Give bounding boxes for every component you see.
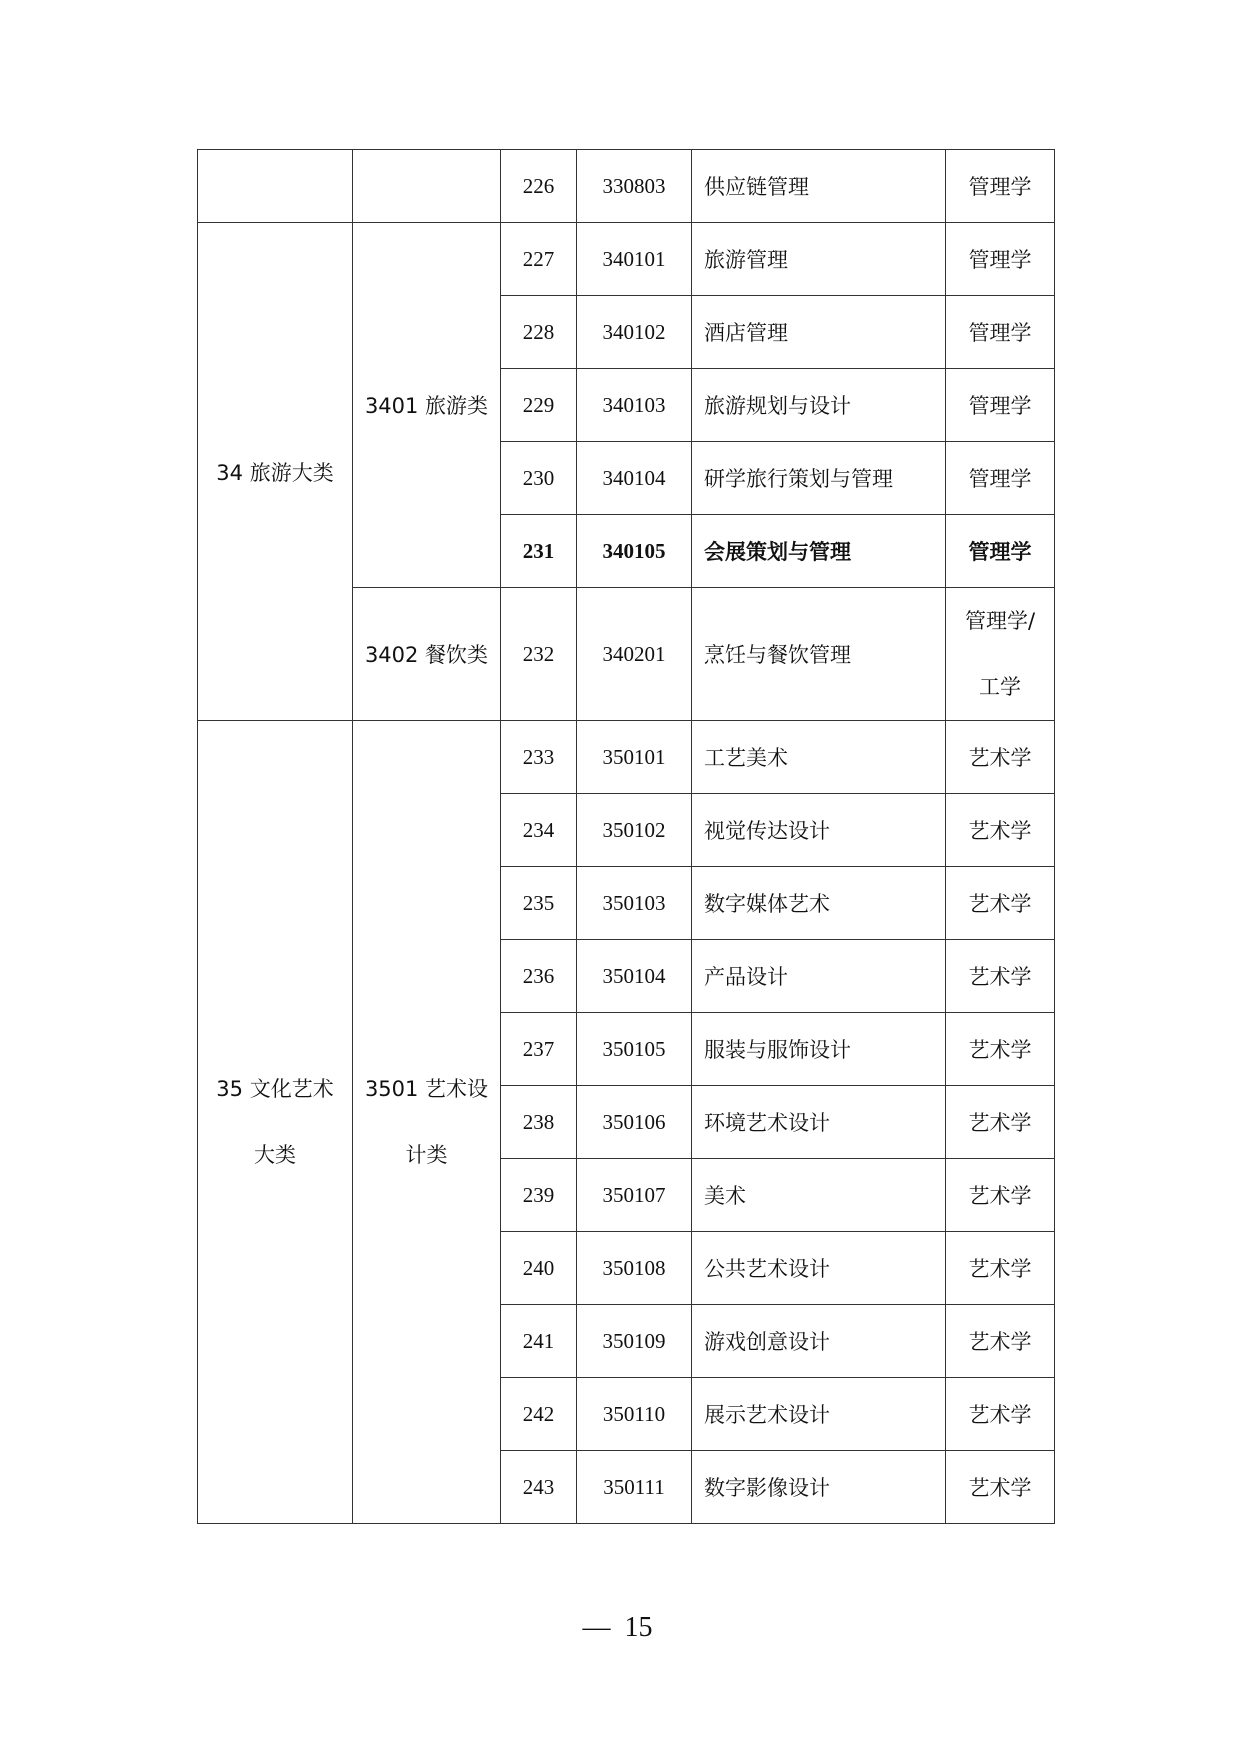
- code-cell: 340101: [577, 223, 692, 296]
- degree-cell: 艺术学: [946, 867, 1055, 940]
- category-cell: [198, 721, 353, 1524]
- seq-cell: 226: [501, 150, 577, 223]
- seq-cell: 228: [501, 296, 577, 369]
- degree-cell: 艺术学: [946, 794, 1055, 867]
- seq-cell: 233: [501, 721, 577, 794]
- major-name-cell: 旅游规划与设计: [692, 369, 946, 442]
- code-cell: 340103: [577, 369, 692, 442]
- degree-cell: 管理学: [946, 515, 1055, 588]
- major-name-cell: 会展策划与管理: [692, 515, 946, 588]
- major-name-cell: 视觉传达设计: [692, 794, 946, 867]
- code-cell: 350111: [577, 1451, 692, 1524]
- degree-cell: 艺术学: [946, 1086, 1055, 1159]
- degree-cell: 艺术学: [946, 721, 1055, 794]
- code-cell: 350108: [577, 1232, 692, 1305]
- degree-cell: 管理学: [946, 150, 1055, 223]
- degree-cell: [946, 588, 1055, 721]
- code-cell: 350101: [577, 721, 692, 794]
- code-cell: 350103: [577, 867, 692, 940]
- degree-cell: 管理学: [946, 296, 1055, 369]
- seq-cell: 237: [501, 1013, 577, 1086]
- seq-cell: 231: [501, 515, 577, 588]
- subcategory-line: 3501 艺术设: [364, 1077, 489, 1101]
- code-cell: 340102: [577, 296, 692, 369]
- major-name-cell: 公共艺术设计: [692, 1232, 946, 1305]
- degree-cell: 管理学: [946, 223, 1055, 296]
- subcategory-cell: 3401 旅游类: [353, 223, 501, 588]
- seq-cell: 229: [501, 369, 577, 442]
- seq-cell: 232: [501, 588, 577, 721]
- code-cell: 350102: [577, 794, 692, 867]
- major-name-cell: 供应链管理: [692, 150, 946, 223]
- code-cell: 340201: [577, 588, 692, 721]
- major-name-cell: 烹饪与餐饮管理: [692, 588, 946, 721]
- seq-cell: 241: [501, 1305, 577, 1378]
- category-line: 35 文化艺术: [216, 1077, 334, 1101]
- seq-cell: 238: [501, 1086, 577, 1159]
- degree-cell: 艺术学: [946, 1159, 1055, 1232]
- degree-cell: 艺术学: [946, 1232, 1055, 1305]
- seq-cell: 243: [501, 1451, 577, 1524]
- seq-cell: 234: [501, 794, 577, 867]
- code-cell: 340104: [577, 442, 692, 515]
- code-cell: 350106: [577, 1086, 692, 1159]
- code-cell: 350107: [577, 1159, 692, 1232]
- seq-cell: 235: [501, 867, 577, 940]
- major-name-cell: 工艺美术: [692, 721, 946, 794]
- page-number: 15: [624, 1612, 653, 1643]
- degree-cell: 艺术学: [946, 1013, 1055, 1086]
- seq-cell: 239: [501, 1159, 577, 1232]
- major-catalog-table: [197, 149, 1055, 1524]
- major-name-cell: 研学旅行策划与管理: [692, 442, 946, 515]
- seq-cell: 236: [501, 940, 577, 1013]
- degree-line: 工学: [979, 675, 1021, 699]
- seq-cell: 230: [501, 442, 577, 515]
- major-name-cell: 服装与服饰设计: [692, 1013, 946, 1086]
- subcategory-cell: [353, 150, 501, 223]
- subcategory-cell: 3402 餐饮类: [353, 588, 501, 721]
- degree-cell: 管理学: [946, 369, 1055, 442]
- seq-cell: 227: [501, 223, 577, 296]
- subcategory-cell: [353, 721, 501, 1524]
- code-cell: 350110: [577, 1378, 692, 1451]
- degree-cell: 管理学: [946, 442, 1055, 515]
- major-name-cell: 美术: [692, 1159, 946, 1232]
- degree-line: 管理学/: [964, 609, 1036, 633]
- code-cell: 340105: [577, 515, 692, 588]
- table-row: [198, 150, 1055, 223]
- table-row: [198, 223, 1055, 296]
- degree-cell: 艺术学: [946, 1305, 1055, 1378]
- category-cell: [198, 150, 353, 223]
- seq-cell: 240: [501, 1232, 577, 1305]
- major-name-cell: 旅游管理: [692, 223, 946, 296]
- seq-cell: 242: [501, 1378, 577, 1451]
- major-name-cell: 产品设计: [692, 940, 946, 1013]
- category-cell: 34 旅游大类: [198, 223, 353, 721]
- table-row: [198, 721, 1055, 794]
- major-name-cell: 数字影像设计: [692, 1451, 946, 1524]
- degree-cell: 艺术学: [946, 940, 1055, 1013]
- category-line: 大类: [254, 1143, 296, 1167]
- code-cell: 330803: [577, 150, 692, 223]
- major-name-cell: 数字媒体艺术: [692, 867, 946, 940]
- major-name-cell: 环境艺术设计: [692, 1086, 946, 1159]
- footer-dash: —: [582, 1612, 611, 1643]
- major-name-cell: 展示艺术设计: [692, 1378, 946, 1451]
- page-footer: [0, 1612, 1235, 1644]
- code-cell: 350109: [577, 1305, 692, 1378]
- degree-cell: 艺术学: [946, 1378, 1055, 1451]
- code-cell: 350104: [577, 940, 692, 1013]
- code-cell: 350105: [577, 1013, 692, 1086]
- degree-cell: 艺术学: [946, 1451, 1055, 1524]
- major-name-cell: 酒店管理: [692, 296, 946, 369]
- subcategory-line: 计类: [405, 1143, 448, 1167]
- major-name-cell: 游戏创意设计: [692, 1305, 946, 1378]
